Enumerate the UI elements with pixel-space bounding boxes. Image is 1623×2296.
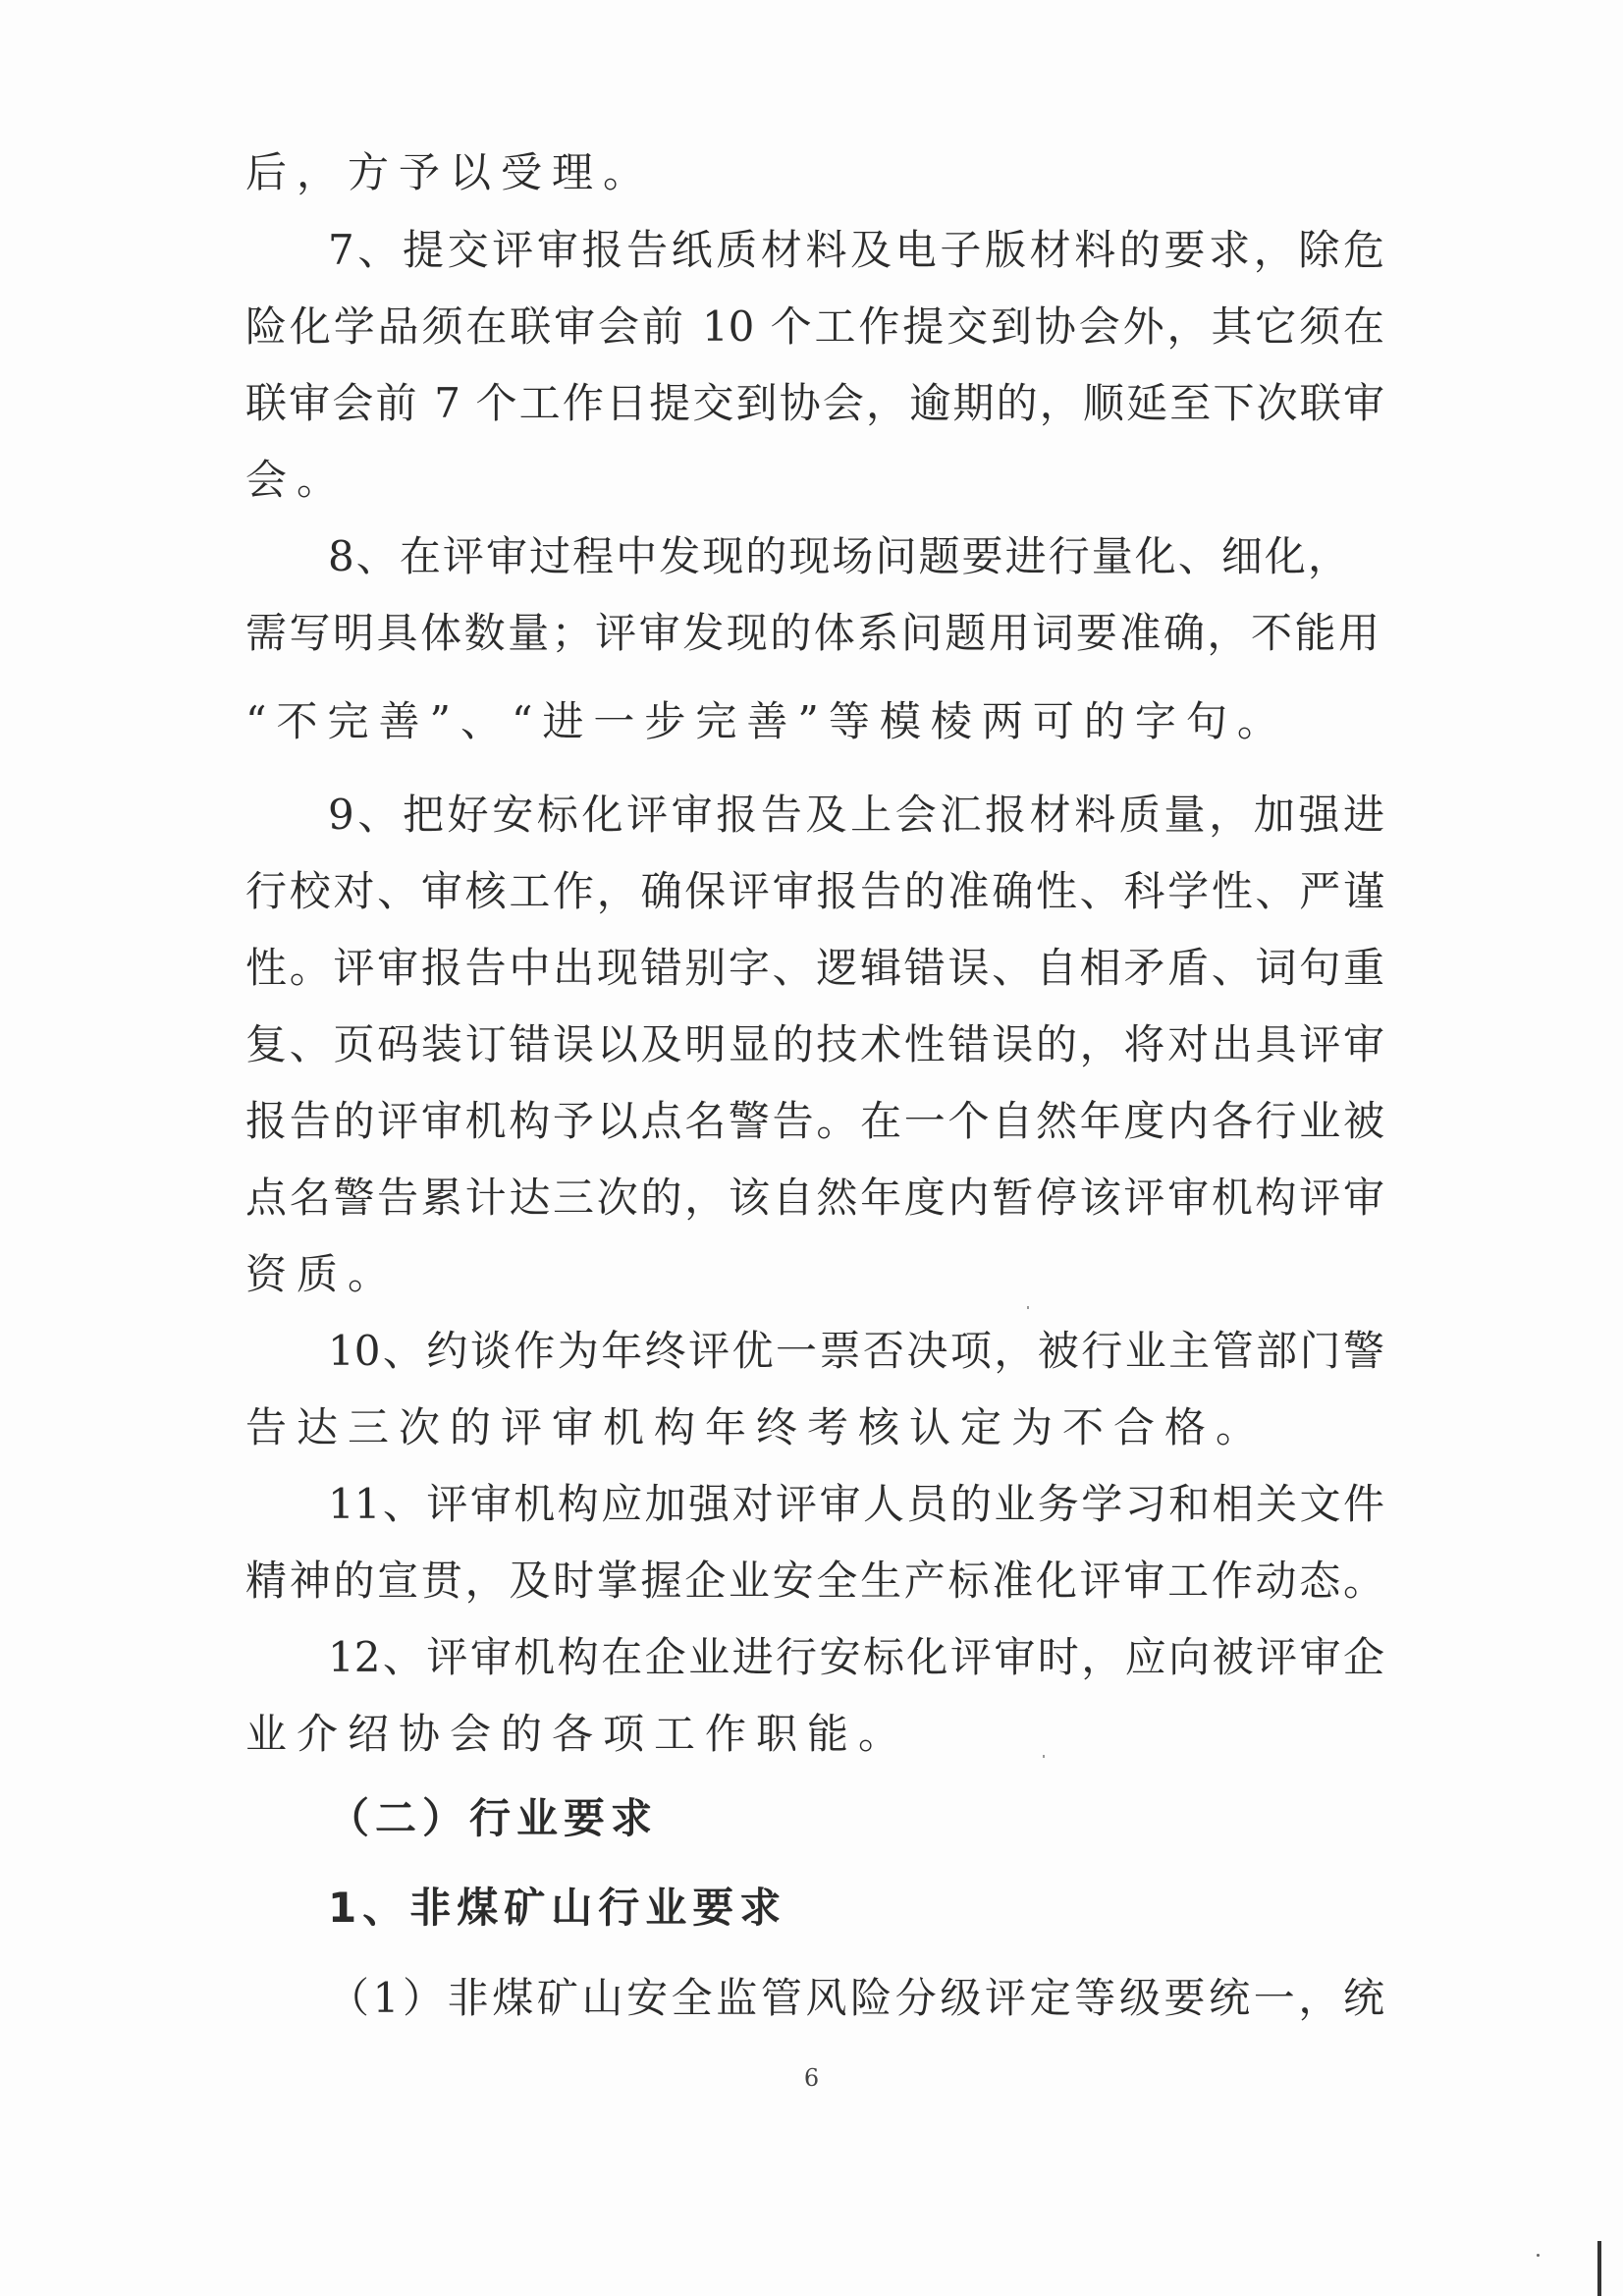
paragraph-12-first-line: 12、评审机构在企业进行安标化评审时，应向被评审企 [328,1633,1384,1681]
body-line: 资质。 [245,1250,400,1298]
scan-dot [1537,2254,1540,2257]
body-line: 联审会前 7 个工作日提交到协会，逾期的，顺延至下次联审 [245,379,1384,427]
body-line: 需写明具体数量；评审发现的体系问题用词要准确，不能用 [245,609,1380,657]
body-line: 会。 [245,456,349,504]
page-number: 6 [803,2064,820,2092]
body-line: 险化学品须在联审会前 10 个工作提交到协会外，其它须在 [245,302,1384,351]
subsection-heading: 1、非煤矿山行业要求 [328,1884,787,1932]
body-line: 告达三次的评审机构年终考核认定为不合格。 [245,1403,1268,1451]
body-line: 精神的宣贯，及时掌握企业安全生产标准化评审工作动态。 [245,1557,1384,1605]
body-line: 报告的评审机构予以点名警告。在一个自然年度内各行业被 [245,1097,1384,1145]
paragraph-11-first-line: 11、评审机构应加强对评审人员的业务学习和相关文件 [328,1480,1384,1528]
paragraph-8-first-line: 8、在评审过程中发现的现场问题要进行量化、细化， [328,532,1349,580]
paragraph-7-first-line: 7、提交评审报告纸质材料及电子版材料的要求，除危 [328,226,1384,274]
paragraph-9-first-line: 9、把好安标化评审报告及上会汇报材料质量，加强进 [328,791,1384,839]
section-heading: （二）行业要求 [328,1794,659,1842]
body-line: 业介绍协会的各项工作职能。 [245,1710,910,1758]
body-line: 性。评审报告中出现错别字、逻辑错误、自相矛盾、词句重 [245,944,1384,992]
body-line: 复、页码装订错误以及明显的技术性错误的，将对出具评审 [245,1020,1384,1068]
body-line: 行校对、审核工作，确保评审报告的准确性、科学性、严谨 [245,867,1384,915]
scan-speck [1043,1755,1045,1758]
scan-edge-mark [1597,2241,1601,2296]
body-line: 点名警告累计达三次的，该自然年度内暂停该评审机构评审 [245,1174,1384,1222]
body-line: 后，方予以受理。 [245,148,655,196]
body-line: “不完善”、“进一步完善”等模棱两可的字句。 [245,697,1288,745]
scan-speck [1027,1306,1029,1309]
paragraph-1-first-line: （1）非煤矿山安全监管风险分级评定等级要统一，统 [328,1974,1384,2022]
paragraph-10-first-line: 10、约谈作为年终评优一票否决项，被行业主管部门警 [328,1327,1384,1375]
